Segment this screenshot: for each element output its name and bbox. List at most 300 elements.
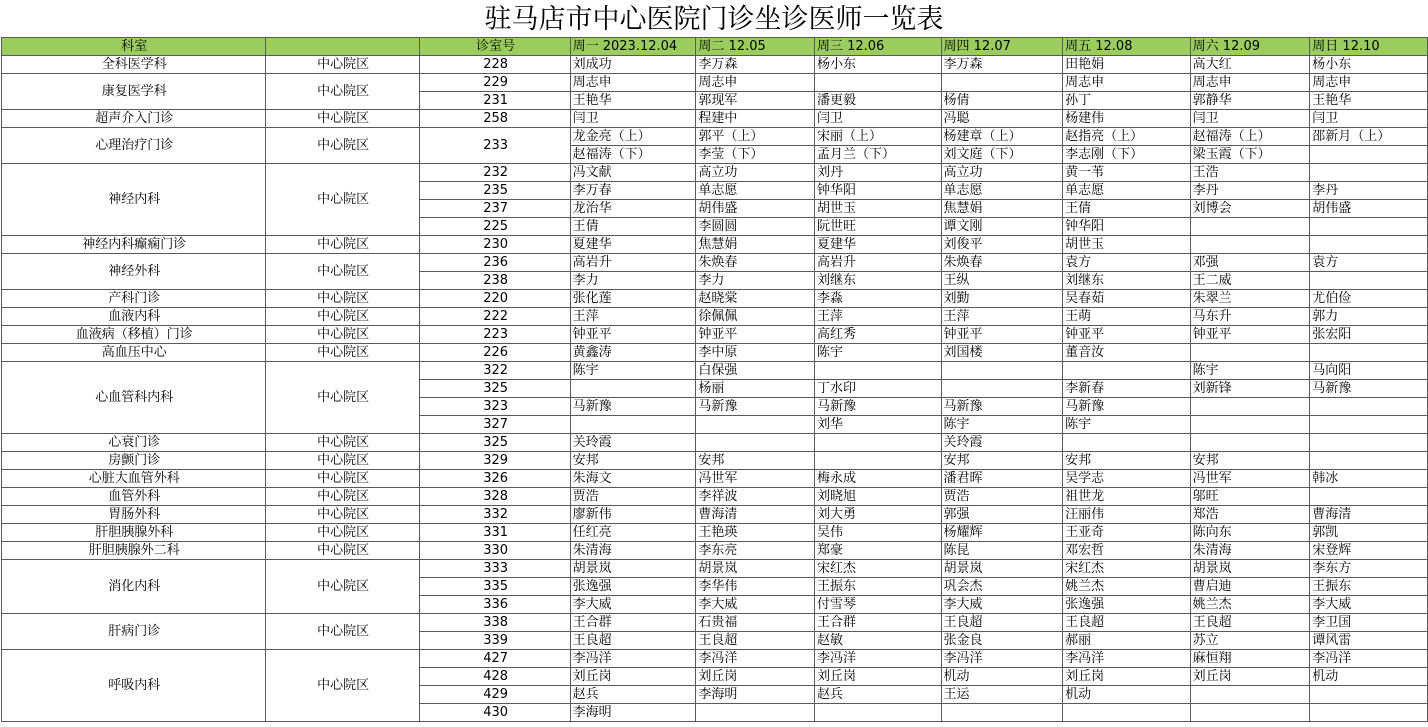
doctor-cell[interactable]: 胡景岚 (696, 560, 815, 578)
campus-cell[interactable]: 中心院区 (265, 470, 419, 488)
doctor-cell[interactable]: 邬旺 (1190, 488, 1310, 506)
doctor-cell[interactable] (570, 380, 696, 398)
doctor-cell[interactable]: 郭力 (1310, 308, 1428, 326)
room-cell[interactable]: 332 (419, 506, 570, 524)
doctor-cell[interactable]: 陈宇 (1063, 416, 1191, 434)
doctor-cell[interactable]: 杨丽 (696, 380, 815, 398)
doctor-cell[interactable]: 李大威 (941, 596, 1063, 614)
doctor-cell[interactable]: 李冯洋 (1063, 650, 1191, 668)
doctor-cell[interactable]: 李华伟 (696, 578, 815, 596)
doctor-cell[interactable]: 李丹 (1310, 182, 1428, 200)
doctor-cell[interactable]: 李万森 (696, 56, 815, 74)
doctor-cell[interactable]: 杨倩 (941, 92, 1063, 110)
doctor-cell[interactable]: 宋登辉 (1310, 542, 1428, 560)
doctor-cell[interactable]: 朱清海 (1190, 542, 1310, 560)
campus-cell[interactable]: 中心院区 (265, 560, 419, 614)
doctor-cell[interactable]: 李祥波 (696, 488, 815, 506)
room-cell[interactable]: 322 (419, 362, 570, 380)
doctor-cell[interactable]: 李大威 (570, 596, 696, 614)
doctor-cell[interactable]: 郑浩 (1190, 506, 1310, 524)
doctor-cell[interactable]: 贾浩 (570, 488, 696, 506)
doctor-cell[interactable]: 孟月兰（下） (814, 146, 941, 164)
header-day[interactable]: 周一 2023.12.04 (570, 38, 696, 56)
doctor-cell[interactable] (814, 452, 941, 470)
doctor-cell[interactable]: 胡世玉 (1063, 236, 1191, 254)
doctor-cell[interactable]: 马新豫 (814, 398, 941, 416)
doctor-cell[interactable]: 张金良 (941, 632, 1063, 650)
doctor-cell[interactable]: 王倩 (1063, 200, 1191, 218)
campus-cell[interactable]: 中心院区 (265, 254, 419, 290)
doctor-cell[interactable]: 陈昆 (941, 542, 1063, 560)
doctor-cell[interactable] (696, 434, 815, 452)
doctor-cell[interactable]: 机动 (1310, 668, 1428, 686)
doctor-cell[interactable]: 宋丽（上） (814, 128, 941, 146)
doctor-cell[interactable]: 陈向东 (1190, 524, 1310, 542)
doctor-cell[interactable] (1190, 218, 1310, 236)
doctor-cell[interactable]: 王良超 (1063, 614, 1191, 632)
doctor-cell[interactable]: 刘丘岗 (696, 668, 815, 686)
doctor-cell[interactable]: 刘丹 (814, 164, 941, 182)
doctor-cell[interactable]: 吴伟 (814, 524, 941, 542)
campus-cell[interactable]: 中心院区 (265, 506, 419, 524)
dept-cell[interactable]: 全科医学科 (2, 56, 266, 74)
doctor-cell[interactable]: 杨小东 (814, 56, 941, 74)
doctor-cell[interactable] (1310, 488, 1428, 506)
doctor-cell[interactable]: 马新豫 (696, 398, 815, 416)
doctor-cell[interactable]: 刘成功 (570, 56, 696, 74)
campus-cell[interactable]: 中心院区 (265, 326, 419, 344)
doctor-cell[interactable]: 刘丘岗 (1190, 668, 1310, 686)
campus-cell[interactable]: 中心院区 (265, 236, 419, 254)
doctor-cell[interactable]: 梅永成 (814, 470, 941, 488)
doctor-cell[interactable] (814, 704, 941, 722)
doctor-cell[interactable]: 曹启迪 (1190, 578, 1310, 596)
doctor-cell[interactable]: 李冯洋 (1310, 650, 1428, 668)
doctor-cell[interactable]: 钟华阳 (814, 182, 941, 200)
doctor-cell[interactable]: 赵福涛（下） (570, 146, 696, 164)
doctor-cell[interactable]: 马新豫 (1310, 380, 1428, 398)
doctor-cell[interactable] (941, 74, 1063, 92)
doctor-cell[interactable]: 朱焕春 (941, 254, 1063, 272)
doctor-cell[interactable]: 王艳瑛 (696, 524, 815, 542)
doctor-cell[interactable] (1310, 452, 1428, 470)
dept-cell[interactable]: 消化内科 (2, 560, 266, 614)
doctor-cell[interactable]: 刘文庭（下） (941, 146, 1063, 164)
dept-cell[interactable]: 心理治疗门诊 (2, 128, 266, 164)
doctor-cell[interactable]: 邓强 (1190, 254, 1310, 272)
doctor-cell[interactable]: 李志刚（下） (1063, 146, 1191, 164)
doctor-cell[interactable]: 李冯洋 (696, 650, 815, 668)
doctor-cell[interactable]: 李新春 (1063, 380, 1191, 398)
doctor-cell[interactable] (1190, 416, 1310, 434)
doctor-cell[interactable]: 祖世龙 (1063, 488, 1191, 506)
dept-cell[interactable]: 房颤门诊 (2, 452, 266, 470)
doctor-cell[interactable]: 龙金亮（上） (570, 128, 696, 146)
doctor-cell[interactable]: 李圆圆 (696, 218, 815, 236)
doctor-cell[interactable]: 胡景岚 (1190, 560, 1310, 578)
doctor-cell[interactable]: 李海明 (570, 704, 696, 722)
dept-cell[interactable]: 产科门诊 (2, 290, 266, 308)
doctor-cell[interactable]: 谭风雷 (1310, 632, 1428, 650)
doctor-cell[interactable]: 冯世军 (696, 470, 815, 488)
header-day[interactable]: 周二 12.05 (696, 38, 815, 56)
doctor-cell[interactable]: 王合群 (814, 614, 941, 632)
doctor-cell[interactable] (570, 416, 696, 434)
room-cell[interactable]: 427 (419, 650, 570, 668)
doctor-cell[interactable] (1310, 398, 1428, 416)
doctor-cell[interactable]: 孙丁 (1063, 92, 1191, 110)
doctor-cell[interactable]: 刘晓旭 (814, 488, 941, 506)
header-day[interactable]: 周五 12.08 (1063, 38, 1191, 56)
doctor-cell[interactable] (1310, 704, 1428, 722)
doctor-cell[interactable]: 马新豫 (941, 398, 1063, 416)
doctor-cell[interactable]: 李冯洋 (941, 650, 1063, 668)
doctor-cell[interactable]: 苏立 (1190, 632, 1310, 650)
dept-cell[interactable]: 心脏大血管外科 (2, 470, 266, 488)
doctor-cell[interactable]: 杨耀辉 (941, 524, 1063, 542)
doctor-cell[interactable]: 高大红 (1190, 56, 1310, 74)
room-cell[interactable]: 222 (419, 308, 570, 326)
doctor-cell[interactable]: 王运 (941, 686, 1063, 704)
doctor-cell[interactable] (1310, 236, 1428, 254)
doctor-cell[interactable]: 王良超 (696, 632, 815, 650)
doctor-cell[interactable]: 钟亚平 (570, 326, 696, 344)
doctor-cell[interactable]: 李万春 (570, 182, 696, 200)
doctor-cell[interactable]: 李丹 (1190, 182, 1310, 200)
dept-cell[interactable]: 超声介入门诊 (2, 110, 266, 128)
doctor-cell[interactable]: 郭现军 (696, 92, 815, 110)
dept-cell[interactable]: 呼吸内科 (2, 650, 266, 722)
doctor-cell[interactable]: 焦慧娟 (941, 200, 1063, 218)
doctor-cell[interactable] (696, 416, 815, 434)
header-dept[interactable]: 科室 (2, 38, 266, 56)
doctor-cell[interactable]: 焦慧娟 (696, 236, 815, 254)
doctor-cell[interactable]: 关玲霞 (941, 434, 1063, 452)
doctor-cell[interactable]: 单志愿 (1063, 182, 1191, 200)
doctor-cell[interactable] (814, 362, 941, 380)
doctor-cell[interactable]: 石贵福 (696, 614, 815, 632)
doctor-cell[interactable]: 关玲霞 (570, 434, 696, 452)
campus-cell[interactable]: 中心院区 (265, 110, 419, 128)
doctor-cell[interactable]: 谭文刚 (941, 218, 1063, 236)
doctor-cell[interactable] (1310, 686, 1428, 704)
doctor-cell[interactable]: 周志申 (1063, 74, 1191, 92)
doctor-cell[interactable]: 姚兰杰 (1063, 578, 1191, 596)
doctor-cell[interactable]: 高立功 (941, 164, 1063, 182)
doctor-cell[interactable]: 胡景岚 (941, 560, 1063, 578)
doctor-cell[interactable]: 张逸强 (1063, 596, 1191, 614)
doctor-cell[interactable]: 安邦 (1190, 452, 1310, 470)
room-cell[interactable]: 335 (419, 578, 570, 596)
doctor-cell[interactable]: 廖新伟 (570, 506, 696, 524)
doctor-cell[interactable]: 马新豫 (570, 398, 696, 416)
doctor-cell[interactable]: 赵福涛（上） (1190, 128, 1310, 146)
doctor-cell[interactable]: 机动 (1063, 686, 1191, 704)
doctor-cell[interactable]: 田艳娟 (1063, 56, 1191, 74)
doctor-cell[interactable]: 杨建章（上） (941, 128, 1063, 146)
doctor-cell[interactable] (1190, 344, 1310, 362)
doctor-cell[interactable]: 闫卫 (1310, 110, 1428, 128)
doctor-cell[interactable]: 杨建伟 (1063, 110, 1191, 128)
doctor-cell[interactable]: 闫卫 (570, 110, 696, 128)
doctor-cell[interactable]: 单志愿 (696, 182, 815, 200)
doctor-cell[interactable]: 郭平（上） (696, 128, 815, 146)
room-cell[interactable]: 231 (419, 92, 570, 110)
doctor-cell[interactable]: 李力 (696, 272, 815, 290)
doctor-cell[interactable]: 李东亮 (696, 542, 815, 560)
room-cell[interactable]: 258 (419, 110, 570, 128)
doctor-cell[interactable]: 李冯洋 (814, 650, 941, 668)
doctor-cell[interactable]: 周志申 (1190, 74, 1310, 92)
doctor-cell[interactable]: 李大威 (1310, 596, 1428, 614)
doctor-cell[interactable]: 李莹（下） (696, 146, 815, 164)
room-cell[interactable]: 235 (419, 182, 570, 200)
campus-cell[interactable]: 中心院区 (265, 308, 419, 326)
dept-cell[interactable]: 血液内科 (2, 308, 266, 326)
doctor-cell[interactable]: 马向阳 (1310, 362, 1428, 380)
doctor-cell[interactable]: 任红亮 (570, 524, 696, 542)
room-cell[interactable]: 237 (419, 200, 570, 218)
doctor-cell[interactable] (1190, 686, 1310, 704)
header-room[interactable]: 诊室号 (419, 38, 570, 56)
doctor-cell[interactable]: 胡世玉 (814, 200, 941, 218)
doctor-cell[interactable]: 赵兵 (814, 686, 941, 704)
doctor-cell[interactable]: 赵兵 (570, 686, 696, 704)
doctor-cell[interactable]: 周志申 (696, 74, 815, 92)
doctor-cell[interactable]: 陈宇 (570, 362, 696, 380)
doctor-cell[interactable]: 宋红杰 (1063, 560, 1191, 578)
doctor-cell[interactable]: 张逸强 (570, 578, 696, 596)
doctor-cell[interactable]: 郑豪 (814, 542, 941, 560)
doctor-cell[interactable]: 周志申 (570, 74, 696, 92)
doctor-cell[interactable]: 贾浩 (941, 488, 1063, 506)
dept-cell[interactable]: 血管外科 (2, 488, 266, 506)
room-cell[interactable]: 325 (419, 380, 570, 398)
dept-cell[interactable]: 肝胆胰腺外二科 (2, 542, 266, 560)
doctor-cell[interactable]: 付雪琴 (814, 596, 941, 614)
doctor-cell[interactable]: 刘大勇 (814, 506, 941, 524)
campus-cell[interactable]: 中心院区 (265, 56, 419, 74)
doctor-cell[interactable]: 王萌 (1063, 308, 1191, 326)
doctor-cell[interactable] (1190, 704, 1310, 722)
doctor-cell[interactable]: 安邦 (696, 452, 815, 470)
doctor-cell[interactable]: 尤伯俭 (1310, 290, 1428, 308)
doctor-cell[interactable] (941, 380, 1063, 398)
doctor-cell[interactable]: 冯世军 (1190, 470, 1310, 488)
room-cell[interactable]: 228 (419, 56, 570, 74)
doctor-cell[interactable]: 李淼 (814, 290, 941, 308)
doctor-cell[interactable]: 王萍 (941, 308, 1063, 326)
room-cell[interactable]: 323 (419, 398, 570, 416)
doctor-cell[interactable]: 郭强 (941, 506, 1063, 524)
doctor-cell[interactable]: 邓宏哲 (1063, 542, 1191, 560)
campus-cell[interactable]: 中心院区 (265, 452, 419, 470)
doctor-cell[interactable]: 李大威 (696, 596, 815, 614)
doctor-cell[interactable]: 胡伟盛 (1310, 200, 1428, 218)
doctor-cell[interactable] (1063, 362, 1191, 380)
doctor-cell[interactable]: 程建中 (696, 110, 815, 128)
doctor-cell[interactable]: 王二威 (1190, 272, 1310, 290)
room-cell[interactable]: 430 (419, 704, 570, 722)
doctor-cell[interactable]: 李中原 (696, 344, 815, 362)
dept-cell[interactable]: 高血压中心 (2, 344, 266, 362)
doctor-cell[interactable]: 袁方 (1310, 254, 1428, 272)
doctor-cell[interactable]: 刘新锋 (1190, 380, 1310, 398)
doctor-cell[interactable]: 陈宇 (941, 416, 1063, 434)
doctor-cell[interactable]: 马新豫 (1063, 398, 1191, 416)
doctor-cell[interactable]: 郭凯 (1310, 524, 1428, 542)
room-cell[interactable]: 236 (419, 254, 570, 272)
header-day[interactable]: 周日 12.10 (1310, 38, 1428, 56)
doctor-cell[interactable]: 袁方 (1063, 254, 1191, 272)
doctor-cell[interactable]: 刘丘岗 (814, 668, 941, 686)
doctor-cell[interactable]: 李卫国 (1310, 614, 1428, 632)
doctor-cell[interactable]: 王亚奇 (1063, 524, 1191, 542)
room-cell[interactable]: 326 (419, 470, 570, 488)
doctor-cell[interactable]: 王艳华 (1310, 92, 1428, 110)
doctor-cell[interactable]: 吴春茹 (1063, 290, 1191, 308)
doctor-cell[interactable]: 钟华阳 (1063, 218, 1191, 236)
doctor-cell[interactable] (814, 434, 941, 452)
room-cell[interactable]: 429 (419, 686, 570, 704)
room-cell[interactable]: 327 (419, 416, 570, 434)
doctor-cell[interactable]: 周志申 (1310, 74, 1428, 92)
doctor-cell[interactable]: 刘继东 (814, 272, 941, 290)
room-cell[interactable]: 328 (419, 488, 570, 506)
doctor-cell[interactable]: 高红秀 (814, 326, 941, 344)
campus-cell[interactable]: 中心院区 (265, 164, 419, 236)
room-cell[interactable]: 333 (419, 560, 570, 578)
doctor-cell[interactable]: 李力 (570, 272, 696, 290)
doctor-cell[interactable] (1190, 398, 1310, 416)
doctor-cell[interactable]: 高立功 (696, 164, 815, 182)
header-campus[interactable] (265, 38, 419, 56)
doctor-cell[interactable]: 安邦 (1063, 452, 1191, 470)
campus-cell[interactable]: 中心院区 (265, 614, 419, 650)
doctor-cell[interactable]: 李万森 (941, 56, 1063, 74)
header-day[interactable]: 周六 12.09 (1190, 38, 1310, 56)
dept-cell[interactable]: 肝病门诊 (2, 614, 266, 650)
doctor-cell[interactable]: 徐佩佩 (696, 308, 815, 326)
doctor-cell[interactable]: 刘俊平 (941, 236, 1063, 254)
doctor-cell[interactable]: 吴学志 (1063, 470, 1191, 488)
doctor-cell[interactable]: 郭静华 (1190, 92, 1310, 110)
doctor-cell[interactable]: 李冯洋 (570, 650, 696, 668)
doctor-cell[interactable]: 丁水印 (814, 380, 941, 398)
doctor-cell[interactable]: 王良超 (941, 614, 1063, 632)
room-cell[interactable]: 230 (419, 236, 570, 254)
campus-cell[interactable]: 中心院区 (265, 362, 419, 434)
room-cell[interactable]: 229 (419, 74, 570, 92)
doctor-cell[interactable]: 李海明 (696, 686, 815, 704)
dept-cell[interactable]: 胃肠外科 (2, 506, 266, 524)
doctor-cell[interactable]: 高岩升 (570, 254, 696, 272)
doctor-cell[interactable]: 宋红杰 (814, 560, 941, 578)
doctor-cell[interactable] (1310, 272, 1428, 290)
doctor-cell[interactable] (1063, 704, 1191, 722)
dept-cell[interactable]: 神经外科 (2, 254, 266, 290)
doctor-cell[interactable]: 胡伟盛 (696, 200, 815, 218)
doctor-cell[interactable] (1310, 344, 1428, 362)
room-cell[interactable]: 338 (419, 614, 570, 632)
doctor-cell[interactable]: 王振东 (814, 578, 941, 596)
doctor-cell[interactable]: 董音汝 (1063, 344, 1191, 362)
doctor-cell[interactable]: 王萍 (570, 308, 696, 326)
doctor-cell[interactable]: 姚兰杰 (1190, 596, 1310, 614)
doctor-cell[interactable]: 钟亚平 (1190, 326, 1310, 344)
campus-cell[interactable]: 中心院区 (265, 290, 419, 308)
doctor-cell[interactable]: 刘丘岗 (570, 668, 696, 686)
doctor-cell[interactable]: 王艳华 (570, 92, 696, 110)
room-cell[interactable]: 223 (419, 326, 570, 344)
room-cell[interactable]: 336 (419, 596, 570, 614)
dept-cell[interactable]: 血液病（移植）门诊 (2, 326, 266, 344)
doctor-cell[interactable]: 王萍 (814, 308, 941, 326)
doctor-cell[interactable]: 郝丽 (1063, 632, 1191, 650)
doctor-cell[interactable] (1310, 146, 1428, 164)
doctor-cell[interactable]: 龙治华 (570, 200, 696, 218)
doctor-cell[interactable]: 潘君晖 (941, 470, 1063, 488)
campus-cell[interactable]: 中心院区 (265, 74, 419, 110)
room-cell[interactable]: 329 (419, 452, 570, 470)
doctor-cell[interactable]: 李东方 (1310, 560, 1428, 578)
doctor-cell[interactable]: 汪丽伟 (1063, 506, 1191, 524)
doctor-cell[interactable]: 刘继东 (1063, 272, 1191, 290)
room-cell[interactable]: 226 (419, 344, 570, 362)
doctor-cell[interactable]: 阮世旺 (814, 218, 941, 236)
doctor-cell[interactable]: 邵新月（上） (1310, 128, 1428, 146)
doctor-cell[interactable]: 朱清海 (570, 542, 696, 560)
doctor-cell[interactable]: 陈宇 (1190, 362, 1310, 380)
dept-cell[interactable]: 神经内科 (2, 164, 266, 236)
room-cell[interactable]: 325 (419, 434, 570, 452)
doctor-cell[interactable]: 单志愿 (941, 182, 1063, 200)
campus-cell[interactable]: 中心院区 (265, 524, 419, 542)
doctor-cell[interactable]: 夏建华 (814, 236, 941, 254)
doctor-cell[interactable]: 安邦 (941, 452, 1063, 470)
doctor-cell[interactable]: 黄鑫涛 (570, 344, 696, 362)
doctor-cell[interactable]: 赵敏 (814, 632, 941, 650)
room-cell[interactable]: 225 (419, 218, 570, 236)
doctor-cell[interactable]: 刘华 (814, 416, 941, 434)
doctor-cell[interactable]: 朱海文 (570, 470, 696, 488)
doctor-cell[interactable]: 陈宇 (814, 344, 941, 362)
doctor-cell[interactable] (1190, 434, 1310, 452)
doctor-cell[interactable]: 黄一苇 (1063, 164, 1191, 182)
doctor-cell[interactable]: 张化莲 (570, 290, 696, 308)
doctor-cell[interactable]: 王倩 (570, 218, 696, 236)
doctor-cell[interactable]: 刘丘岗 (1063, 668, 1191, 686)
dept-cell[interactable]: 心衰门诊 (2, 434, 266, 452)
doctor-cell[interactable] (1063, 434, 1191, 452)
room-cell[interactable]: 238 (419, 272, 570, 290)
room-cell[interactable]: 330 (419, 542, 570, 560)
dept-cell[interactable]: 神经内科癫痫门诊 (2, 236, 266, 254)
doctor-cell[interactable]: 闫卫 (814, 110, 941, 128)
doctor-cell[interactable] (941, 362, 1063, 380)
doctor-cell[interactable]: 钟亚平 (1063, 326, 1191, 344)
campus-cell[interactable]: 中心院区 (265, 128, 419, 164)
campus-cell[interactable]: 中心院区 (265, 650, 419, 722)
doctor-cell[interactable]: 冯文献 (570, 164, 696, 182)
doctor-cell[interactable]: 杨小东 (1310, 56, 1428, 74)
doctor-cell[interactable]: 机动 (941, 668, 1063, 686)
doctor-cell[interactable]: 曹海清 (696, 506, 815, 524)
doctor-cell[interactable]: 朱焕春 (696, 254, 815, 272)
doctor-cell[interactable] (1310, 416, 1428, 434)
doctor-cell[interactable]: 刘博会 (1190, 200, 1310, 218)
doctor-cell[interactable]: 胡景岚 (570, 560, 696, 578)
